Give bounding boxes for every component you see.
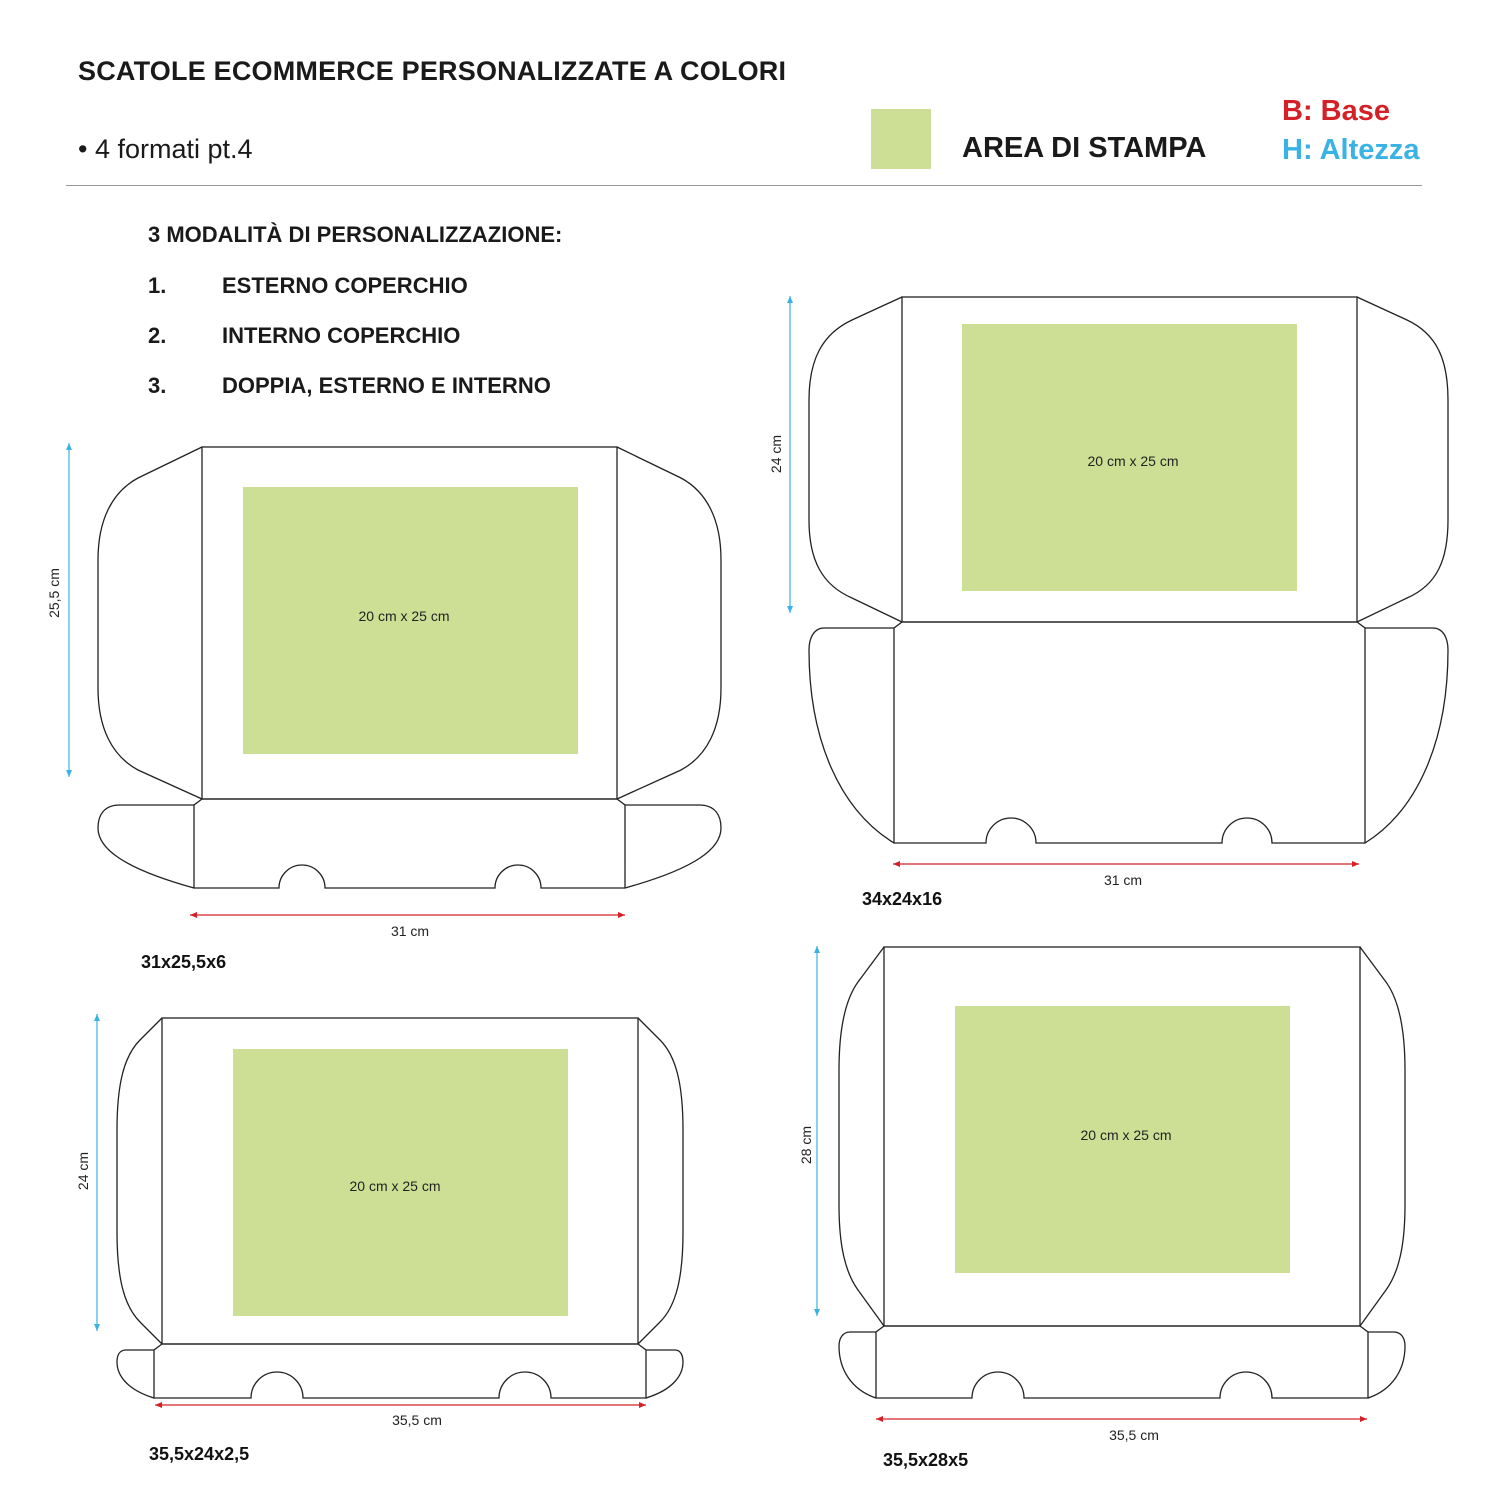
base-dimension-label-1: 31 cm bbox=[390, 923, 430, 939]
print-area-label-2: 20 cm x 25 cm bbox=[1087, 453, 1179, 469]
right-base-flap bbox=[1365, 628, 1448, 843]
left-side-flap bbox=[98, 447, 202, 799]
base-panel bbox=[876, 1326, 1368, 1398]
mode-label-esterno: ESTERNO COPERCHIO bbox=[222, 273, 468, 298]
base-panel bbox=[194, 799, 625, 888]
right-side-flap bbox=[1360, 947, 1405, 1326]
box-caption-3: 35,5x24x2,5 bbox=[149, 1444, 250, 1464]
modes-heading: 3 MODALITÀ DI PERSONALIZZAZIONE: bbox=[148, 222, 563, 247]
page-title: SCATOLE ECOMMERCE PERSONALIZZATE A COLORI bbox=[78, 56, 787, 86]
height-dimension-label-4: 28 cm bbox=[798, 1125, 814, 1165]
right-base-flap bbox=[625, 805, 721, 888]
mode-label-doppia: DOPPIA, ESTERNO E INTERNO bbox=[222, 373, 551, 398]
box-caption-1: 31x25,5x6 bbox=[141, 952, 227, 972]
print-area-label-3: 20 cm x 25 cm bbox=[349, 1178, 441, 1194]
left-side-flap bbox=[809, 297, 902, 622]
right-side-flap bbox=[638, 1018, 683, 1344]
right-side-flap bbox=[617, 447, 721, 799]
left-side-flap bbox=[839, 947, 884, 1326]
mode-number: 3. bbox=[148, 373, 167, 398]
print-area-label-1: 20 cm x 25 cm bbox=[358, 608, 450, 624]
height-legend-label: H: Altezza bbox=[1282, 134, 1420, 166]
left-base-flap bbox=[117, 1350, 154, 1398]
mode-number: 1. bbox=[148, 273, 167, 298]
box-caption-2: 34x24x16 bbox=[862, 889, 943, 909]
mode-number: 2. bbox=[148, 323, 167, 348]
height-dimension-label-2: 24 cm bbox=[768, 434, 784, 474]
base-dimension-label-3: 35,5 cm bbox=[392, 1412, 442, 1428]
left-side-flap bbox=[117, 1018, 162, 1344]
print-area-label: AREA DI STAMPA bbox=[962, 132, 1207, 164]
left-base-flap bbox=[839, 1332, 876, 1398]
base-panel bbox=[154, 1344, 646, 1398]
left-base-flap bbox=[98, 805, 194, 888]
left-base-flap bbox=[809, 628, 894, 843]
page-subtitle: • 4 formati pt.4 bbox=[78, 134, 253, 164]
base-dimension-label-4: 35,5 cm bbox=[1109, 1427, 1159, 1443]
right-side-flap bbox=[1357, 297, 1448, 622]
base-dimension-label-2: 31 cm bbox=[1103, 872, 1143, 888]
base-panel bbox=[894, 622, 1365, 843]
print-area-label-4: 20 cm x 25 cm bbox=[1080, 1127, 1172, 1143]
box-caption-4: 35,5x28x5 bbox=[883, 1450, 969, 1470]
right-base-flap bbox=[646, 1350, 683, 1398]
height-dimension-label-1: 25,5 cm bbox=[46, 568, 62, 618]
height-dimension-label-3: 24 cm bbox=[75, 1151, 91, 1191]
right-base-flap bbox=[1368, 1332, 1405, 1398]
base-legend-label: B: Base bbox=[1282, 95, 1390, 127]
mode-label-interno: INTERNO COPERCHIO bbox=[222, 323, 461, 348]
